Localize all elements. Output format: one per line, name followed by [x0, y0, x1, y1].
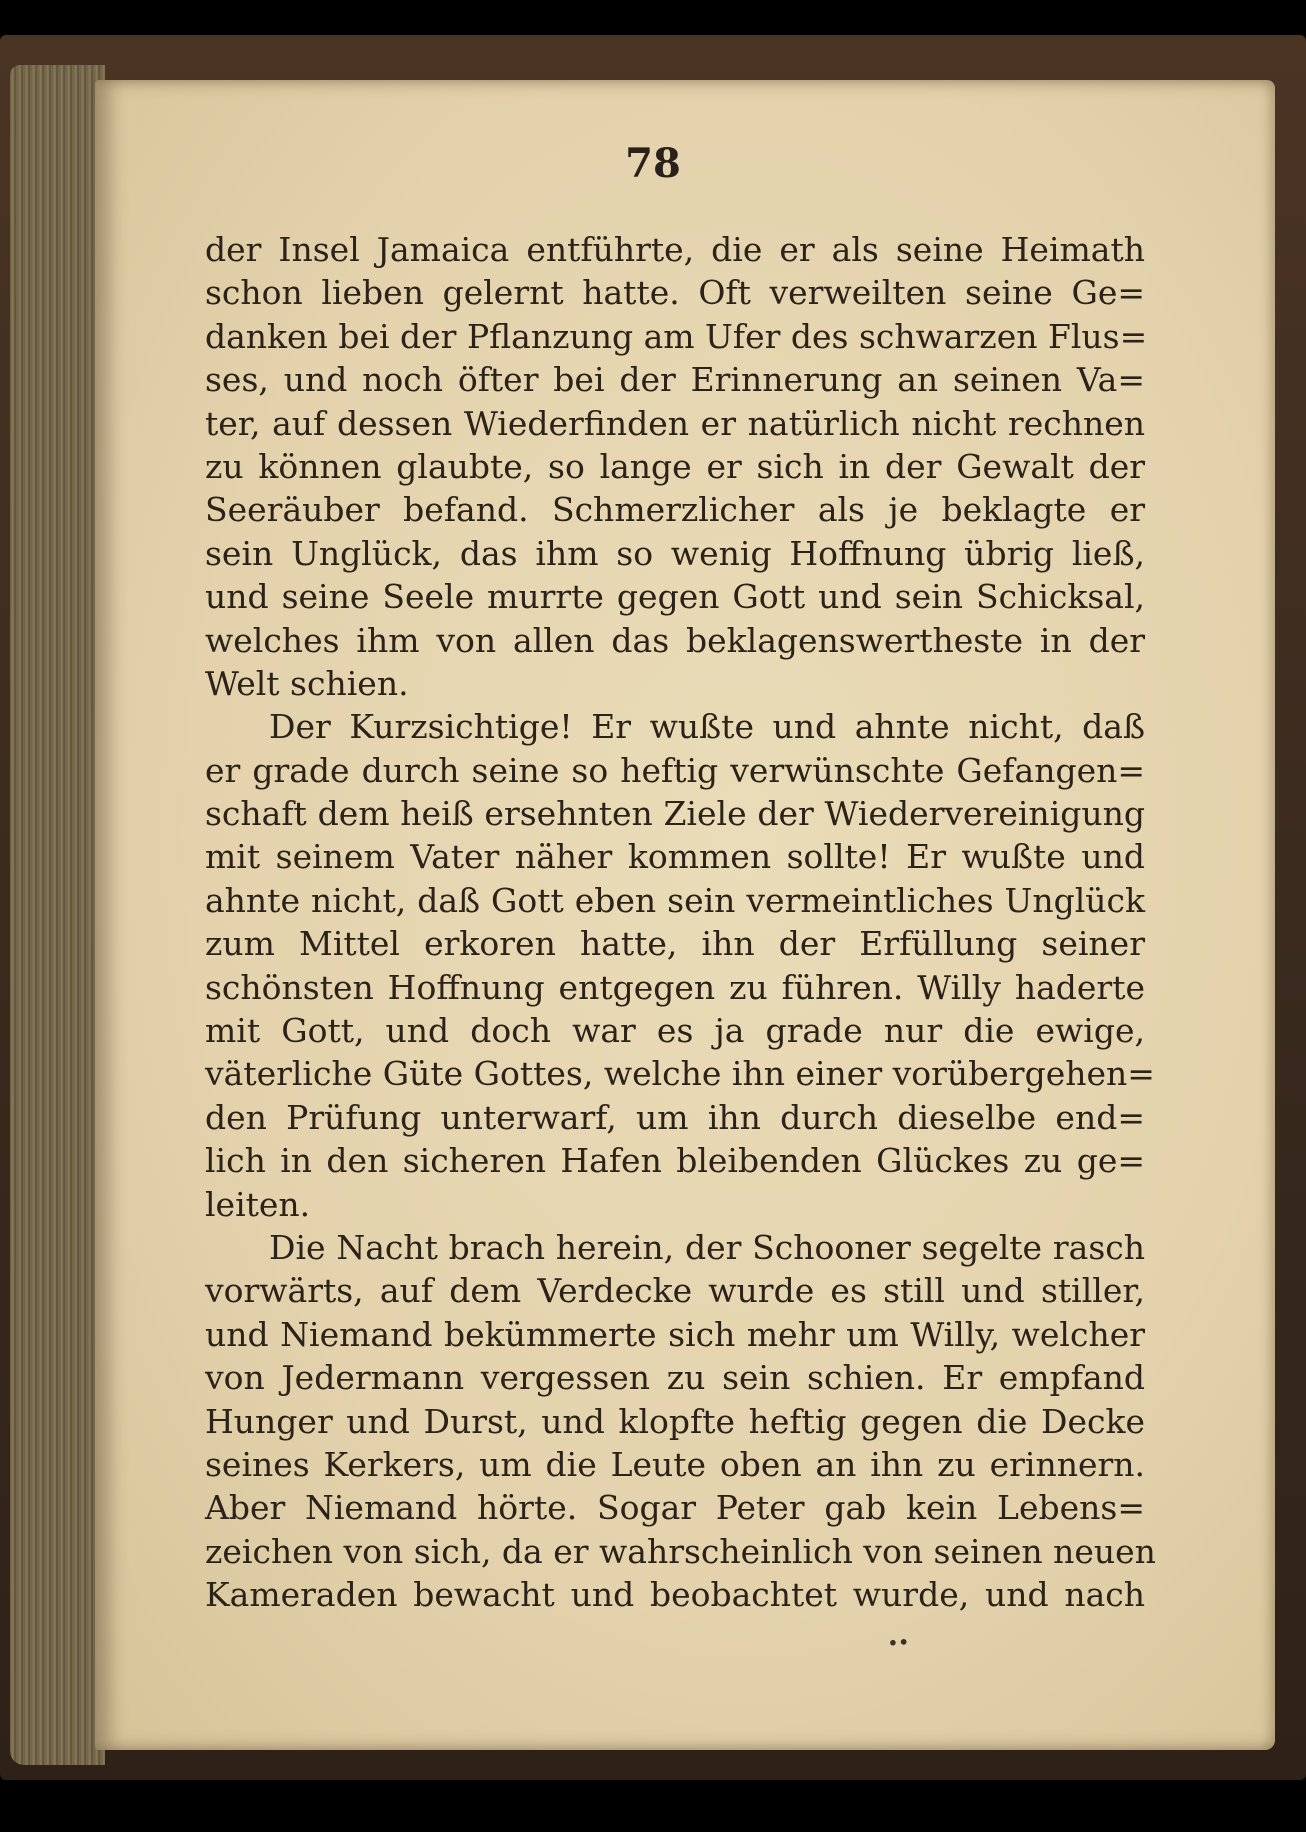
text-line: ter, auf dessen Wiederfinden er natürlich nicht rechnen	[205, 403, 1145, 443]
text-line: lich in den sicheren Hafen bleibenden Glückes zu ge=	[205, 1141, 1145, 1181]
text-line: Aber Niemand hörte. Sogar Peter gab kein Lebens=	[205, 1488, 1145, 1528]
text-line: mit seinem Vater näher kommen sollte! Er wußte und	[205, 837, 1145, 877]
text-line: mit Gott, und doch war es ja grade nur die ewige,	[205, 1011, 1145, 1051]
text-line: danken bei der Pflanzung am Ufer des schwarzen Flus=	[205, 316, 1148, 356]
text-line: väterliche Güte Gottes, welche ihn einer vorübergehen=	[205, 1054, 1155, 1094]
text-line: Hunger und Durst, und klopfte heftig gegen die Decke	[205, 1401, 1145, 1441]
text-line: Seeräuber befand. Schmerzlicher als je beklagte er	[205, 490, 1145, 530]
text-line: und Niemand bekümmerte sich mehr um Willy, welcher	[205, 1314, 1145, 1354]
text-line: ses, und noch öfter bei der Erinnerung an seinen Va=	[205, 360, 1145, 400]
text-line: Kameraden bewacht und beobachtet wurde, und nach	[205, 1575, 1145, 1615]
text-line: vorwärts, auf dem Verdecke wurde es still und stiller,	[205, 1271, 1145, 1311]
text-line: schon lieben gelernt hatte. Oft verweilten seine Ge=	[205, 273, 1145, 313]
text-line: zum Mittel erkoren hatte, ihn der Erfüllung seiner	[205, 924, 1145, 964]
text-line: zu können glaubte, so lange er sich in der Gewalt der	[205, 446, 1145, 486]
text-line: sein Unglück, das ihm so wenig Hoffnung übrig ließ,	[205, 533, 1145, 573]
text-line: der Insel Jamaica entführte, die er als seine Heimath	[205, 230, 1145, 269]
text-line: und seine Seele murrte gegen Gott und sein Schicksal,	[205, 577, 1145, 617]
text-line: welches ihm von allen das beklagenswertheste in der	[205, 620, 1145, 660]
text-line: zeichen von sich, da er wahrscheinlich von seinen neuen	[205, 1531, 1156, 1571]
text-line: Welt schien.	[205, 663, 409, 703]
text-line: schaft dem heiß ersehnten Ziele der Wiedervereinigung	[205, 794, 1145, 834]
text-line: leiten.	[205, 1184, 311, 1224]
signature-mark: ∙•	[888, 1630, 910, 1654]
text-line: von Jedermann vergessen zu sein schien. Er empfand	[205, 1358, 1145, 1398]
text-line: er grade durch seine so heftig verwünschte Gefangen=	[205, 750, 1145, 790]
page-edges	[10, 65, 105, 1765]
text-line: Der Kurzsichtige! Er wußte und ahnte nicht, daß	[269, 707, 1145, 747]
text-line: seines Kerkers, um die Leute oben an ihn zu erinnern.	[205, 1444, 1145, 1484]
text-line: den Prüfung unterwarf, um ihn durch dieselbe end=	[205, 1097, 1145, 1137]
page-text	[205, 228, 1156, 1617]
text-line: ahnte nicht, daß Gott eben sein vermeintliches Unglück	[205, 880, 1145, 920]
text-line: schönsten Hoffnung entgegen zu führen. Willy haderte	[205, 967, 1145, 1007]
page-number: 78	[625, 140, 681, 187]
text-line: Die Nacht brach herein, der Schooner segelte rasch	[269, 1227, 1145, 1267]
